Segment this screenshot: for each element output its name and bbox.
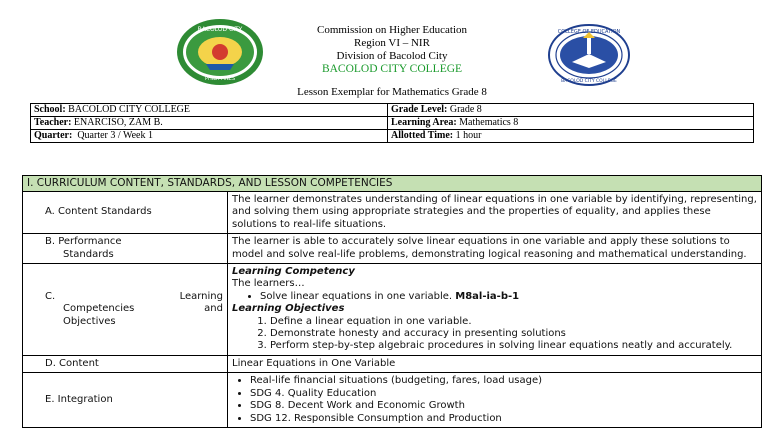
time-label: Allotted Time: — [391, 130, 454, 141]
objective-item: 1. Define a linear equation in one variable. — [270, 316, 757, 328]
quarter-value: Quarter 3 / Week 1 — [77, 130, 153, 141]
integration-row — [23, 373, 762, 428]
competency-text: Solve linear equations in one variable. — [260, 290, 453, 302]
school-value: BACOLOD CITY COLLEGE — [68, 104, 191, 115]
competencies-row — [23, 264, 762, 356]
teacher-cell — [31, 117, 388, 130]
info-row — [31, 117, 754, 130]
teacher-value: ENARCISO, ZAM B. — [73, 117, 163, 128]
competency-code: M8al-ia-b-1 — [455, 290, 520, 302]
svg-text:COLLEGE OF EDUCATION: COLLEGE OF EDUCATION — [557, 29, 621, 35]
college-name: BACOLOD CITY COLLEGE — [321, 63, 463, 75]
time-value: 1 hour — [455, 130, 482, 141]
integration-item: • SDG 4. Quality Education — [250, 388, 757, 400]
grade-cell — [388, 104, 754, 117]
content-text: Linear Equations in One Variable — [228, 355, 762, 372]
learning-objectives-heading: Learning Objectives — [232, 303, 345, 315]
svg-text:PHILIPPINES: PHILIPPINES — [204, 76, 236, 82]
school-cell — [31, 104, 388, 117]
header-line-1: Commission on Higher Education — [316, 24, 467, 36]
performance-standards-row — [23, 234, 762, 264]
competencies-label-line-3: Objectives — [63, 315, 116, 327]
objective-item: 2. Demonstrate honesty and accuracy in presenting solutions — [270, 328, 757, 340]
learning-competency-intro: The learners… — [232, 278, 305, 290]
competencies-label-line-2: Competencies and — [63, 303, 223, 315]
grade-label: Grade Level: — [391, 104, 448, 115]
area-label: Learning Area: — [391, 117, 457, 128]
teacher-label: Teacher: — [34, 117, 72, 128]
info-row — [31, 104, 754, 117]
area-value: Mathematics 8 — [459, 117, 519, 128]
svg-text:BACOLOD CITY: BACOLOD CITY — [197, 26, 243, 33]
performance-standards-text: The learner is able to accurately solve linear equations in one variable and apply these solutions to model and solve real-life problems, demonstrating logical reasoning and mathematical understanding. — [228, 234, 762, 264]
competency-item — [260, 291, 757, 303]
content-standards-text: The learner demonstrates understanding of linear equations in one variable by identifying, representing, and solving them using appropriate strategies and the properties of equality, and applies these solutions to real-life situations. — [228, 192, 762, 234]
section-title: I. CURRICULUM CONTENT, STANDARDS, AND LESSON COMPETENCIES — [23, 176, 762, 192]
objective-item: 3. Perform step-by-step algebraic procedures in solving linear equations neatly and accurately. — [270, 340, 757, 352]
integration-cell — [228, 373, 762, 428]
quarter-label: Quarter: — [34, 130, 73, 141]
exemplar-title: Lesson Exemplar for Mathematics Grade 8 — [297, 86, 487, 98]
integration-item: • SDG 8. Decent Work and Economic Growth — [250, 400, 757, 412]
curriculum-table — [22, 175, 762, 428]
header-line-3: Division of Bacolod City — [336, 50, 448, 62]
content-standards-row — [23, 192, 762, 234]
integration-item: • SDG 12. Responsible Consumption and Production — [250, 413, 757, 425]
content-label: D. Content — [23, 355, 228, 372]
document-header — [0, 24, 784, 76]
competencies-label — [23, 264, 228, 356]
area-cell — [388, 117, 754, 130]
info-row — [31, 130, 754, 143]
learning-competency-heading: Learning Competency — [232, 266, 355, 278]
time-cell — [388, 130, 754, 143]
integration-list — [232, 375, 757, 425]
performance-label-line-2: Standards — [63, 248, 114, 260]
integration-item: • Real-life financial situations (budgeting, fares, load usage) — [250, 375, 757, 387]
school-label: School: — [34, 104, 66, 115]
competencies-label-line-1: C. Learning — [45, 290, 223, 302]
content-row — [23, 355, 762, 372]
header-line-2: Region VI – NIR — [354, 37, 430, 49]
integration-label: E. Integration — [23, 373, 228, 428]
performance-label-line-1: B. Performance — [45, 236, 122, 248]
content-standards-label: A. Content Standards — [23, 192, 228, 234]
svg-text:BACOLOD CITY COLLEGE: BACOLOD CITY COLLEGE — [561, 79, 617, 84]
section-header-row — [23, 176, 762, 192]
quarter-cell — [31, 130, 388, 143]
performance-standards-label — [23, 234, 228, 264]
competencies-cell — [228, 264, 762, 356]
grade-value: Grade 8 — [449, 104, 482, 115]
objectives-list — [232, 316, 757, 353]
info-table — [30, 103, 754, 143]
competency-list — [232, 291, 757, 303]
